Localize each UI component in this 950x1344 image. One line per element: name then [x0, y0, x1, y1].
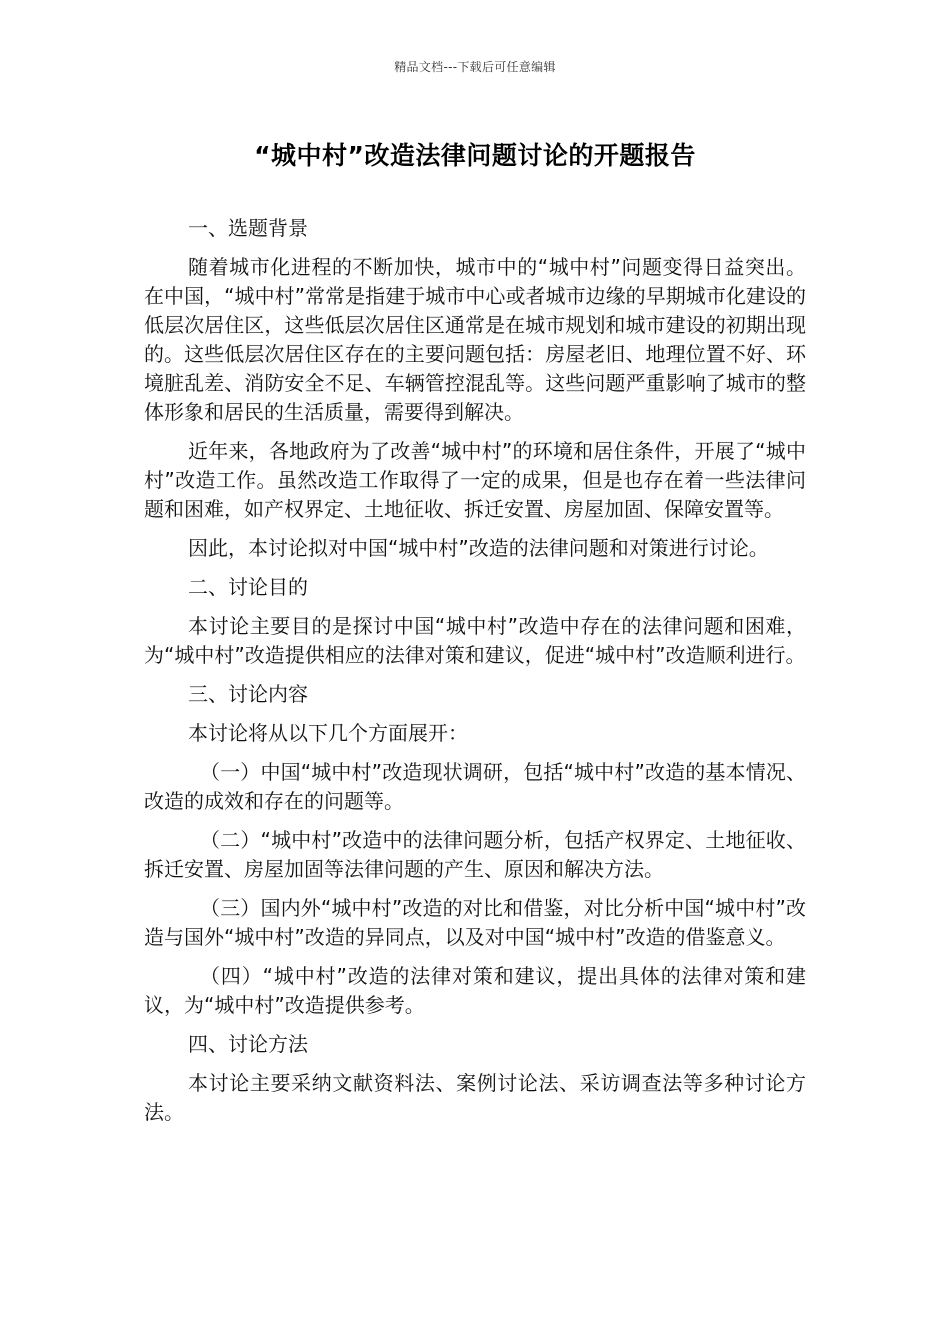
header-note: 精品文档---下载后可任意编辑: [394, 60, 556, 74]
list-item: （四）“城中村”改造的法律对策和建议，提出具体的法律对策和建议，为“城中村”改造提供参考。: [144, 964, 806, 1017]
paragraph: 本讨论主要目的是探讨中国“城中村”改造中存在的法律问题和困难，为“城中村”改造提供相应的法律对策和建议，促进“城中村”改造顺利进行。: [144, 614, 806, 667]
list-item: （三）国内外“城中村”改造的对比和借鉴，对比分析中国“城中村”改造与国外“城中村”改造的异同点，以及对中国“城中村”改造的借鉴意义。: [144, 896, 806, 949]
document-body: [144, 214, 806, 1137]
list-item: （二）“城中村”改造中的法律问题分析，包括产权界定、土地征收、拆迁安置、房屋加固等法律问题的产生、原因和解决方法。: [144, 828, 806, 881]
section-heading-purpose: 二、讨论目的: [188, 575, 308, 599]
paragraph: 随着城市化进程的不断加快，城市中的“城中村”问题变得日益突出。在中国，“城中村”常常是指建于城市中心或者城市边缘的早期城市化建设的低层次居住区，这些低层次居住区通常是在城市规划和城市建设的初期出现的。这些低层次居住区存在的主要问题包括：房屋老旧、地理位置不好、环境脏乱差、消防安全不足、车辆管控混乱等。这些问题严重影响了城市的整体形象和居民的生活质量，需要得到解决。: [144, 255, 806, 424]
paragraph: 近年来，各地政府为了改善“城中村”的环境和居住条件，开展了“城中村”改造工作。虽然改造工作取得了一定的成果，但是也存在着一些法律问题和困难，如产权界定、土地征收、拆迁安置、房屋加固、保障安置等。: [144, 439, 806, 521]
list-item: （一）中国“城中村”改造现状调研，包括“城中村”改造的基本情况、改造的成效和存在的问题等。: [144, 760, 806, 813]
paragraph: 因此，本讨论拟对中国“城中村”改造的法律问题和对策进行讨论。: [188, 536, 769, 560]
document-title: “城中村”改造法律问题讨论的开题报告: [254, 141, 696, 170]
section-heading-content: 三、讨论内容: [188, 682, 308, 706]
section-heading-method: 四、讨论方法: [188, 1032, 308, 1056]
section-heading-background: 一、选题背景: [188, 216, 308, 240]
paragraph: 本讨论主要采纳文献资料法、案例讨论法、采访调查法等多种讨论方法。: [144, 1071, 806, 1124]
paragraph: 本讨论将从以下几个方面展开：: [188, 721, 468, 745]
